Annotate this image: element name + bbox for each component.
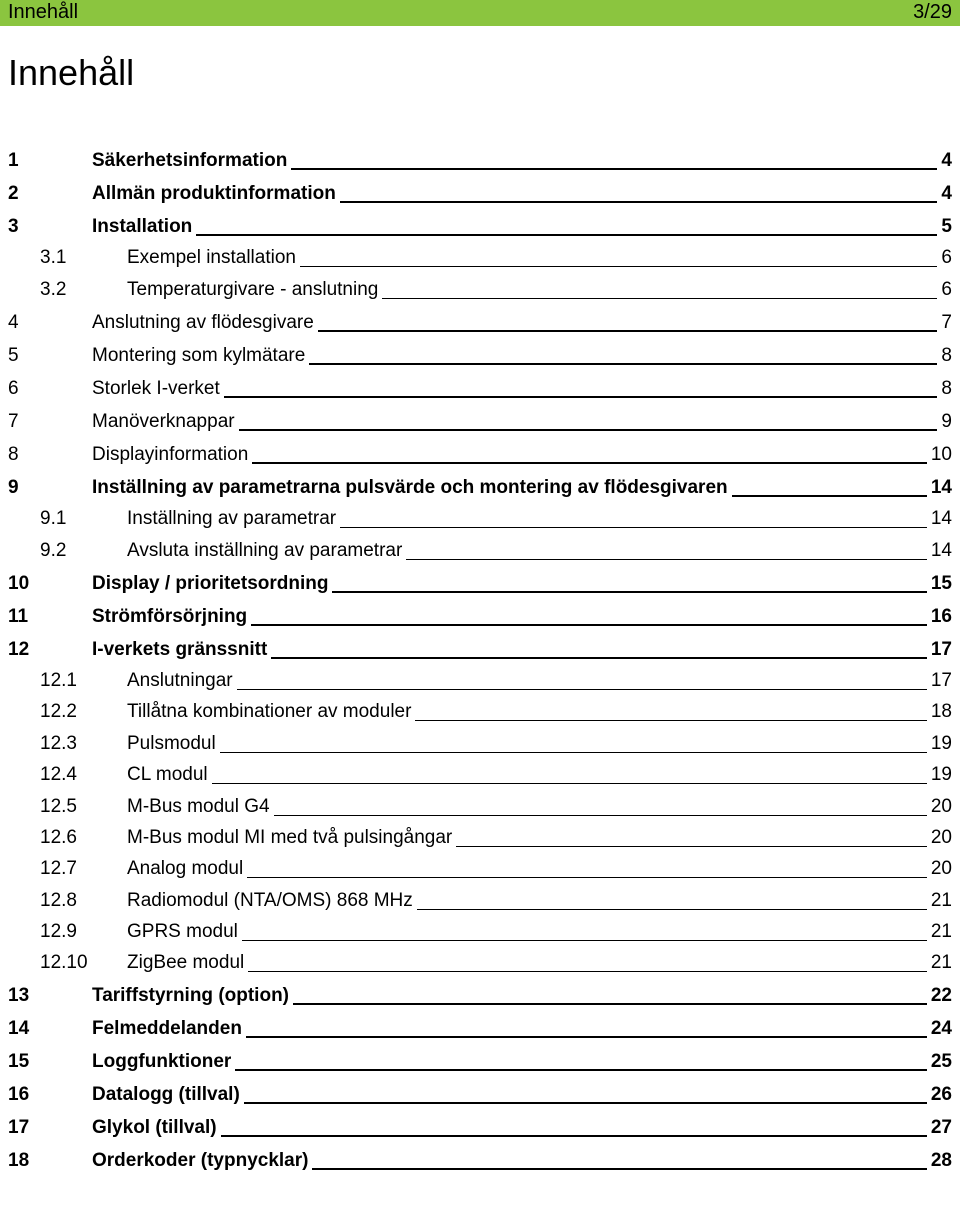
toc-entry-line <box>127 890 952 912</box>
toc-entry[interactable] <box>0 762 960 793</box>
toc-entry-label: Loggfunktioner <box>92 1051 232 1073</box>
toc-entry-line <box>127 733 952 755</box>
toc-leader-line <box>417 909 927 910</box>
toc-entry-line <box>92 183 952 205</box>
toc-entry-number: 5 <box>8 344 19 366</box>
toc-entry-number: 7 <box>8 410 19 432</box>
toc-entry-line <box>127 858 952 880</box>
toc-entry[interactable] <box>0 1080 960 1113</box>
toc-leader-line <box>239 429 938 431</box>
toc-entry-label: Anslutningar <box>127 669 233 691</box>
toc-entry-label: Displayinformation <box>92 443 249 465</box>
toc-entry-label: GPRS modul <box>127 921 238 943</box>
toc-leader-line <box>332 591 926 593</box>
toc-entry[interactable] <box>0 981 960 1014</box>
toc-entry-line <box>127 279 952 301</box>
toc-entry-page: 17 <box>930 638 952 660</box>
toc-leader-line <box>291 168 937 170</box>
toc-entry-line <box>127 952 952 974</box>
toc-entry-label: Pulsmodul <box>127 732 216 754</box>
toc-entry-label: Datalogg (tillval) <box>92 1084 240 1106</box>
toc-leader-line <box>271 657 927 659</box>
toc-leader-line <box>235 1069 927 1071</box>
toc-entry-line <box>127 764 952 786</box>
toc-entry-number: 12.4 <box>40 764 77 786</box>
toc-entry-number: 9.2 <box>40 539 67 561</box>
toc-entry-number: 17 <box>8 1117 30 1139</box>
toc-entry-page: 19 <box>930 764 952 786</box>
toc-leader-line <box>732 495 927 497</box>
toc-entry-number: 16 <box>8 1084 30 1106</box>
toc-leader-line <box>252 462 927 464</box>
toc-entry-number: 12.5 <box>40 795 77 817</box>
toc-leader-line <box>293 1003 927 1005</box>
toc-entry-label: Installation <box>92 216 193 237</box>
toc-leader-line <box>246 1036 927 1038</box>
toc-leader-line <box>300 266 937 267</box>
toc-entry-label: M-Bus modul G4 <box>127 795 270 817</box>
toc-entry-page: 26 <box>930 1084 952 1106</box>
toc-entry-label: Tariffstyrning (option) <box>92 985 290 1007</box>
toc-entry-number: 11 <box>8 605 29 627</box>
toc-entry-page: 7 <box>941 311 952 333</box>
toc-entry-page: 21 <box>930 952 952 974</box>
toc-entry-page: 4 <box>941 183 952 204</box>
toc-entry-line <box>92 1117 952 1139</box>
toc-leader-line <box>309 363 937 365</box>
toc-entry-line <box>127 247 952 269</box>
toc-entry-label: Montering som kylmätare <box>92 344 306 366</box>
toc-entry[interactable] <box>0 825 960 856</box>
toc-entry-line <box>127 921 952 943</box>
toc-entry[interactable] <box>0 569 960 602</box>
toc-leader-line <box>406 559 927 560</box>
toc-entry-line <box>127 701 952 723</box>
toc-entry-page: 25 <box>930 1051 952 1073</box>
toc-entry[interactable] <box>0 602 960 635</box>
toc-entry-number: 1 <box>8 150 19 171</box>
toc-entry-label: Tillåtna kombinationer av moduler <box>127 701 412 723</box>
toc-entry-number: 2 <box>8 183 19 204</box>
toc-entry-page: 5 <box>941 216 952 237</box>
toc-entry-label: Storlek I-verket <box>92 377 220 399</box>
toc-leader-line <box>382 298 937 299</box>
toc-entry-page: 10 <box>930 443 952 465</box>
toc-entry[interactable] <box>0 341 960 374</box>
toc-leader-line <box>247 877 927 878</box>
toc-entry-label: Orderkoder (typnycklar) <box>92 1150 309 1172</box>
toc-entry-line <box>92 216 952 238</box>
toc-entry-label: Radiomodul (NTA/OMS) 868 MHz <box>127 889 413 911</box>
toc-entry[interactable] <box>0 276 960 307</box>
toc-entry-line <box>92 985 952 1007</box>
toc-entry-number: 12.1 <box>40 669 77 691</box>
toc-entry-number: 12.7 <box>40 858 77 880</box>
toc-entry-line <box>127 796 952 818</box>
toc-entry[interactable] <box>0 699 960 730</box>
toc-entry-page: 20 <box>930 858 952 880</box>
toc-entry-number: 10 <box>8 572 30 594</box>
toc-entry-page: 28 <box>930 1150 952 1172</box>
toc-entry-number: 4 <box>8 311 19 333</box>
toc-entry-page: 17 <box>930 669 952 691</box>
toc-entry-label: Inställning av parametrar <box>127 508 337 530</box>
toc-entry[interactable] <box>0 1047 960 1080</box>
toc-entry[interactable] <box>0 407 960 440</box>
toc-entry-page: 8 <box>941 377 952 399</box>
toc-leader-line <box>415 720 926 721</box>
toc-entry[interactable] <box>0 179 960 212</box>
toc-entry-page: 27 <box>930 1117 952 1139</box>
toc-entry-line <box>92 573 952 595</box>
header-page-number: 3/29 <box>913 1 952 23</box>
toc-entry-line <box>92 444 952 466</box>
toc-entry-page: 15 <box>930 572 952 594</box>
toc-entry-number: 12.10 <box>40 952 88 974</box>
toc-entry-page: 19 <box>930 732 952 754</box>
toc-entry-number: 6 <box>8 377 19 399</box>
toc-entry-line <box>92 150 952 172</box>
toc-entry-page: 16 <box>930 605 952 627</box>
toc-entry-number: 13 <box>8 985 30 1007</box>
toc-entry-line <box>92 1018 952 1040</box>
toc-entry-page: 21 <box>930 889 952 911</box>
toc-leader-line <box>340 201 938 203</box>
toc-entry-label: Glykol (tillval) <box>92 1117 217 1139</box>
table-of-contents <box>0 146 960 1179</box>
toc-entry[interactable] <box>0 887 960 918</box>
toc-leader-line <box>340 527 927 528</box>
toc-leader-line <box>212 783 927 784</box>
toc-entry-line <box>92 411 952 433</box>
toc-entry[interactable] <box>0 793 960 824</box>
toc-leader-line <box>221 1135 927 1137</box>
toc-leader-line <box>248 971 927 972</box>
toc-entry[interactable] <box>0 730 960 761</box>
toc-entry-label: Analog modul <box>127 858 244 880</box>
header-section-label: Innehåll <box>8 1 79 23</box>
toc-leader-line <box>274 815 927 816</box>
toc-entry[interactable] <box>0 245 960 276</box>
toc-entry-number: 12.2 <box>40 701 77 723</box>
toc-entry[interactable] <box>0 374 960 407</box>
toc-entry-number: 14 <box>8 1018 30 1040</box>
toc-entry-number: 12.6 <box>40 826 77 848</box>
toc-entry[interactable] <box>0 950 960 981</box>
toc-entry-line <box>92 477 952 499</box>
toc-entry[interactable] <box>0 1014 960 1047</box>
toc-entry-number: 12.9 <box>40 921 77 943</box>
toc-entry-line <box>127 508 952 530</box>
toc-entry-line <box>127 827 952 849</box>
toc-entry-line <box>92 1051 952 1073</box>
toc-entry-line <box>92 378 952 400</box>
toc-entry-page: 18 <box>930 701 952 723</box>
toc-entry-label: ZigBee modul <box>127 952 245 974</box>
toc-entry-number: 15 <box>8 1051 30 1073</box>
toc-entry-page: 14 <box>930 508 952 530</box>
toc-entry-label: I-verkets gränssnitt <box>92 638 268 660</box>
page-header <box>0 0 960 26</box>
toc-entry[interactable] <box>0 668 960 699</box>
toc-entry-line <box>92 1150 952 1172</box>
toc-entry-page: 4 <box>941 150 952 171</box>
toc-entry-number: 12.8 <box>40 889 77 911</box>
toc-entry-label: CL modul <box>127 764 208 786</box>
toc-entry-line <box>92 312 952 334</box>
toc-entry-page: 20 <box>930 826 952 848</box>
toc-entry-number: 8 <box>8 443 19 465</box>
toc-entry-label: Felmeddelanden <box>92 1018 242 1040</box>
toc-entry-label: Inställning av parametrarna pulsvärde och montering av flödesgivaren <box>92 476 728 498</box>
toc-leader-line <box>224 396 938 398</box>
toc-entry[interactable] <box>0 308 960 341</box>
toc-leader-line <box>244 1102 927 1104</box>
toc-leader-line <box>312 1168 926 1170</box>
toc-entry-page: 9 <box>941 410 952 432</box>
toc-entry[interactable] <box>0 506 960 537</box>
toc-entry-label: Avsluta inställning av parametrar <box>127 539 403 561</box>
toc-entry-label: Display / prioritetsordning <box>92 572 329 594</box>
toc-entry[interactable] <box>0 856 960 887</box>
toc-entry-label: M-Bus modul MI med två pulsingångar <box>127 826 453 848</box>
toc-entry-page: 6 <box>941 278 952 300</box>
toc-entry-line <box>92 1084 952 1106</box>
toc-entry-label: Exempel installation <box>127 247 296 269</box>
toc-leader-line <box>318 330 938 332</box>
toc-entry-label: Säkerhetsinformation <box>92 150 288 171</box>
toc-entry-page: 14 <box>930 476 952 498</box>
toc-entry[interactable] <box>0 537 960 568</box>
toc-entry-number: 9.1 <box>40 508 67 530</box>
toc-entry[interactable] <box>0 440 960 473</box>
toc-entry[interactable] <box>0 473 960 506</box>
toc-entry-number: 18 <box>8 1150 30 1172</box>
toc-entry-line <box>92 345 952 367</box>
toc-entry[interactable] <box>0 212 960 245</box>
toc-leader-line <box>237 689 927 690</box>
toc-entry-number: 3 <box>8 216 19 237</box>
toc-entry-page: 24 <box>930 1018 952 1040</box>
toc-entry-number: 12 <box>8 638 30 660</box>
toc-entry-page: 6 <box>941 247 952 269</box>
toc-entry-number: 3.1 <box>40 247 67 269</box>
toc-entry-line <box>127 540 952 562</box>
toc-entry-line <box>92 639 952 661</box>
toc-leader-line <box>220 752 927 753</box>
toc-entry-label: Manöverknappar <box>92 410 235 432</box>
toc-entry-label: Strömförsörjning <box>92 605 248 627</box>
toc-leader-line <box>251 624 927 626</box>
toc-entry-number: 9 <box>8 476 19 498</box>
toc-entry[interactable] <box>0 146 960 179</box>
toc-leader-line <box>242 940 927 941</box>
toc-leader-line <box>456 846 927 847</box>
toc-entry-number: 3.2 <box>40 278 67 300</box>
toc-entry-page: 21 <box>930 921 952 943</box>
toc-entry-label: Anslutning av flödesgivare <box>92 311 314 333</box>
toc-entry-page: 22 <box>930 985 952 1007</box>
toc-entry-label: Allmän produktinformation <box>92 183 336 204</box>
toc-entry-page: 14 <box>930 539 952 561</box>
toc-entry-line <box>127 670 952 692</box>
toc-entry[interactable] <box>0 635 960 668</box>
toc-entry[interactable] <box>0 1113 960 1146</box>
toc-entry-label: Temperaturgivare - anslutning <box>127 278 379 300</box>
toc-entry[interactable] <box>0 1146 960 1179</box>
toc-entry-page: 8 <box>941 344 952 366</box>
toc-entry-line <box>92 606 952 628</box>
toc-leader-line <box>196 234 937 236</box>
toc-entry-number: 12.3 <box>40 732 77 754</box>
toc-entry-page: 20 <box>930 795 952 817</box>
page-title: Innehåll <box>8 52 135 93</box>
toc-entry[interactable] <box>0 919 960 950</box>
